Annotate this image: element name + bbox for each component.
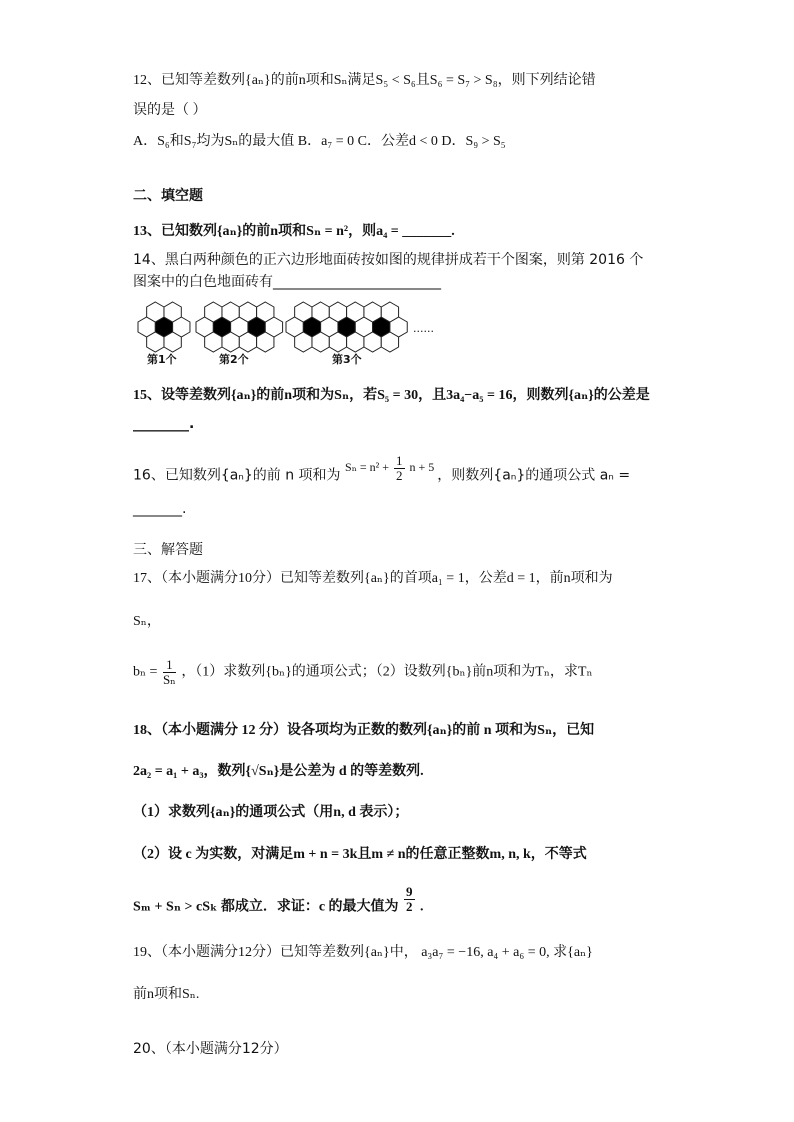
q18-fraction [404, 885, 415, 914]
q17-line3: ，（1）求数列{bₙ}的通项公式；（2）设数列{bₙ}前n项和为Tₙ，求Tₙ [181, 664, 593, 680]
hex-tile-white [381, 302, 398, 322]
q17-line3-wrap [133, 658, 673, 687]
hex-tile-white [147, 302, 164, 322]
hex-tile-white [347, 332, 364, 352]
figure-label-1: 第1个 [147, 353, 177, 366]
q17-line1: 17、（本小题满分10分）已知等差数列{aₙ}的首项a₁ = 1，公差d = 1，前n项和为 [133, 571, 613, 586]
q16-post: ，则数列{aₙ}的通项公式 aₙ = [437, 467, 631, 484]
q18-line5-left: Sₘ + Sₙ > cSₖ 都成立．求证：c 的最大值为 [133, 899, 399, 915]
q15-line1: 15、设等差数列{aₙ}的前n项和为Sₙ，若S₅ = 30，且3a₄−a₅ = 16，则数列{aₙ}的公差是 [133, 388, 650, 403]
q18-frac-den: 2 [406, 899, 413, 914]
q12-line1: 12、已知等差数列{aₙ}的前n项和Sₙ满足S₅ < S₆且S₆ = S₇ > S₈，则下列结论错 [133, 73, 596, 88]
q17-fraction [163, 658, 176, 687]
hexagon-tile-figure [134, 297, 444, 369]
q14-line2: 图案中的白色地面砖有________________________ [133, 274, 441, 290]
q16-formula-left: Sₙ = n² + [345, 460, 390, 475]
figure-label-2: 第2个 [219, 353, 249, 366]
q17-b-left: bₙ = [133, 664, 158, 680]
q15-line2: ________. [133, 416, 195, 432]
figure-ellipsis: ...... [413, 322, 434, 335]
figure-label-3: 第3个 [332, 353, 362, 366]
section-title-answer: 三、解答题 [133, 542, 203, 558]
q18-line4: （2）设 c 为实数，对满足m + n = 3k且m ≠ n的任意正整数m, n, k，不等式 [133, 847, 587, 862]
hex-tile-white [364, 302, 381, 322]
q12-line2: 误的是（ ） [133, 103, 207, 118]
hex-tile-white [164, 302, 181, 322]
hex-tile-white [329, 302, 346, 322]
hex-tile-white [222, 332, 239, 352]
section-title-fill-in: 二、填空题 [133, 188, 203, 204]
q17-frac-num: 1 [163, 658, 176, 673]
q16-frac-den: 2 [396, 468, 403, 483]
q18-frac-num: 9 [406, 884, 413, 899]
hex-tile-white [205, 302, 222, 322]
q18-line2: 2a₂ = a₁ + a₃，数列{√Sₙ}是公差为 d 的等差数列. [133, 764, 424, 779]
q17-frac-den: Sₙ [162, 672, 176, 687]
hex-tile-white [312, 332, 329, 352]
q18-line5-right: . [420, 899, 424, 915]
q18-line1: 18、（本小题满分 12 分）设各项均为正数的数列{aₙ}的前 n 项和为Sₙ，已知 [133, 723, 595, 738]
hex-tile-white [364, 332, 381, 352]
q14-line1: 14、黑白两种颜色的正六边形地面砖按如图的规律拼成若干个图案，则第 2016 个 [133, 252, 644, 268]
q16-fraction [394, 454, 405, 483]
hex-tile-white [312, 302, 329, 322]
hex-tile-white [295, 332, 312, 352]
q16-line2: _______. [133, 501, 187, 517]
hex-tile-white [329, 332, 346, 352]
hex-tile-white [205, 332, 222, 352]
q19-line1: 19、（本小题满分12分）已知等差数列{aₙ}中， a₃a₇ = −16, a₄ + a₆ = 0, 求{aₙ} [133, 945, 593, 960]
hex-tile-white [222, 302, 239, 322]
q19-line2: 前n项和Sₙ. [133, 987, 200, 1002]
q12-options: A．S₆和S₇均为Sₙ的最大值 B．a₇ = 0 C．公差d < 0 D．S₉ > S₅ [133, 134, 506, 149]
q16-formula-right: n + 5 [409, 460, 435, 475]
hex-tile-white [147, 332, 164, 352]
hex-tile-white [164, 332, 181, 352]
hex-tile-white [257, 332, 274, 352]
q16-frac-num: 1 [396, 453, 403, 468]
q20: 20、（本小题满分12分） [133, 1041, 288, 1057]
q13: 13、已知数列{aₙ}的前n项和Sₙ = n²，则a₄ = _______. [133, 224, 455, 239]
q17-line2: Sₙ， [133, 614, 161, 629]
hex-tile-white [381, 332, 398, 352]
q16-pre: 16、已知数列{aₙ}的前 n 项和为 [133, 467, 341, 484]
q16-line1 [133, 453, 673, 491]
hex-tile-white [295, 302, 312, 322]
hex-tile-white [257, 302, 274, 322]
hex-tile-white [239, 332, 256, 352]
q16-formula [345, 453, 437, 483]
q18-line3: （1）求数列{aₙ}的通项公式（用n, d 表示）； [133, 805, 409, 820]
q18-line5 [133, 884, 673, 922]
hex-tile-white [239, 302, 256, 322]
hex-tile-white [347, 302, 364, 322]
